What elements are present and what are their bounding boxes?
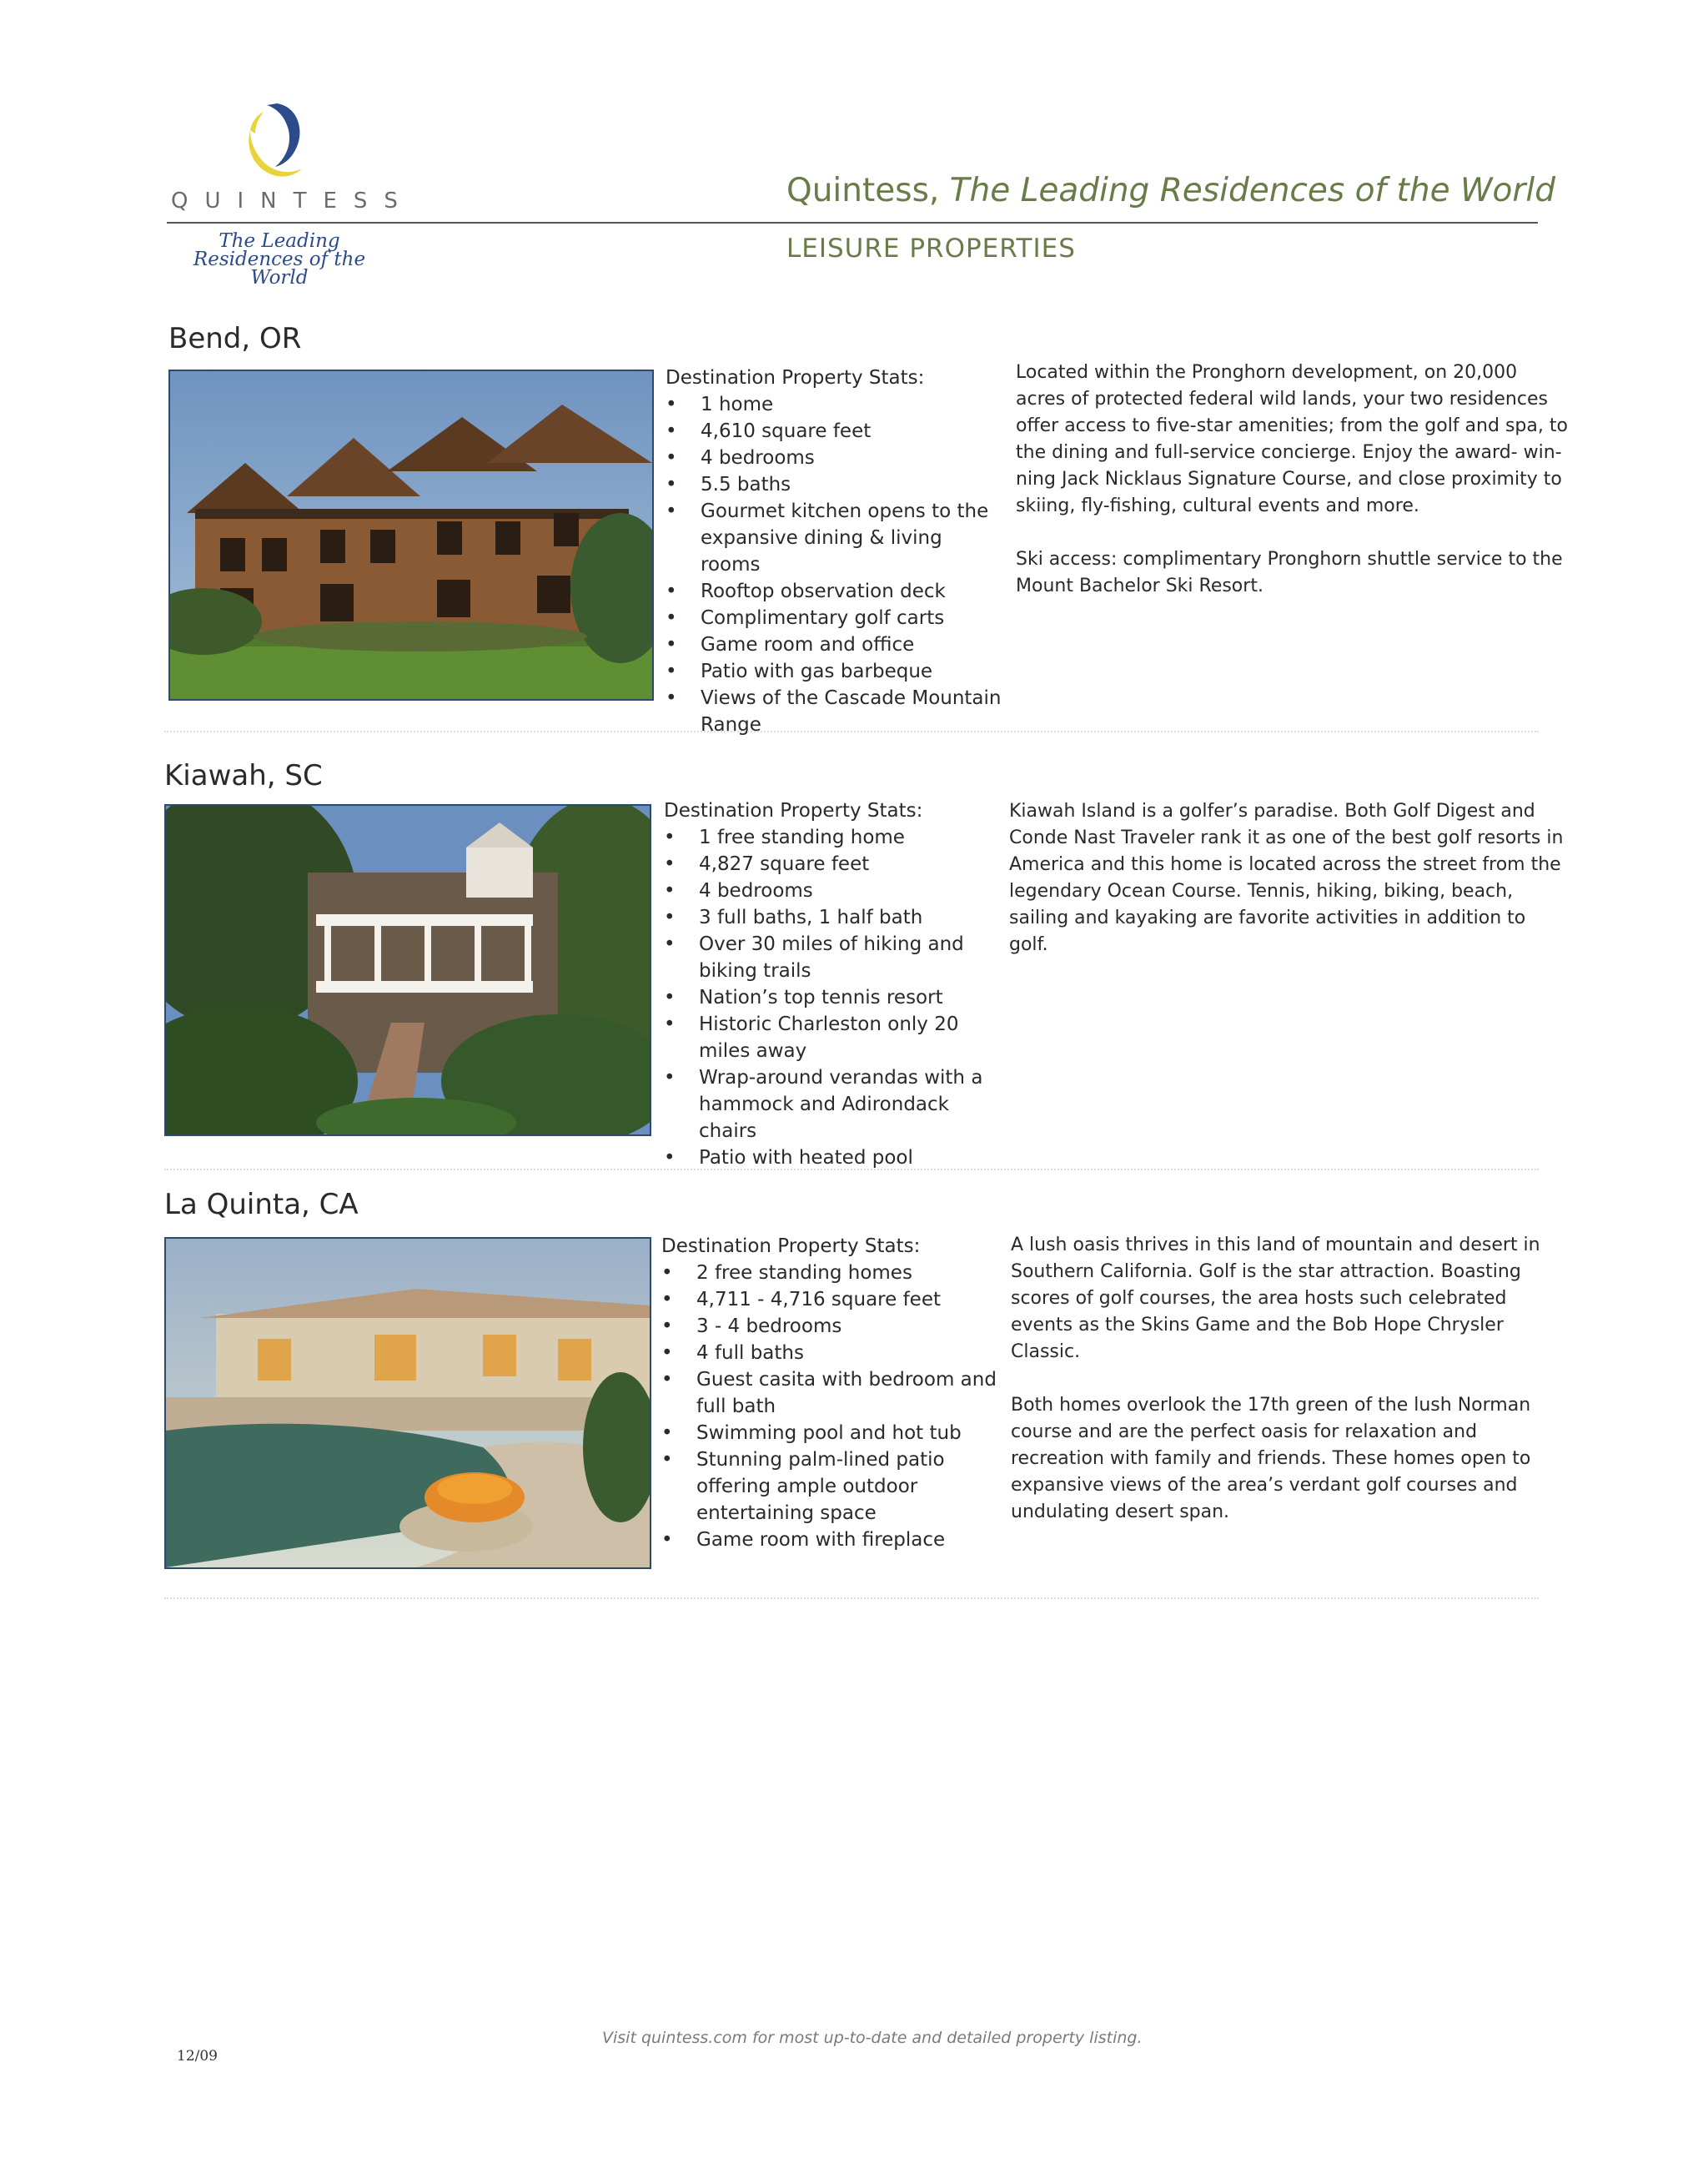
list-item: • Game room with fireplace [661,1527,1003,1553]
stats-list [666,391,1007,738]
footer-date: 12/09 [177,2048,218,2065]
property-photo-bend [168,370,654,701]
stats-list [661,1260,1003,1553]
description-paragraph: Both homes overlook the 17th green of the lush Norman course and are the perfect oasis for relaxation and recreation with family and friends. These homes open to expansive views of the area’s verdant golf courses and undulating desert span. [1011,1395,1531,1522]
stats-heading: Destination Property Stats: [666,367,925,389]
list-item: • 1 free standing home [664,824,1006,851]
property-stats-laquinta [661,1233,1003,1553]
list-item: • 4,610 square feet [666,418,1007,445]
list-item: • Guest casita with bedroom and full bath [661,1366,1003,1420]
list-item: • Patio with gas barbeque [666,658,1007,685]
description-paragraph: A lush oasis thrives in this land of mountain and desert in Southern California. Golf is the star attraction. Boasting scores of golf courses, the area hosts such celebrated events as the Skins Game and the Bob Hope Chrysler Classic. [1011,1235,1540,1362]
stats-heading: Destination Property Stats: [664,800,923,822]
logo-tagline: The Leading Residences of the World [193,230,366,289]
section-divider [164,1597,1539,1599]
list-item: • Stunning palm-lined patio offering ample outdoor entertaining space [661,1446,1003,1527]
logo-crescent-icon [234,98,309,182]
list-item: • 4 full baths [661,1340,1003,1366]
property-description-bend [1016,360,1570,626]
list-item: • 5.5 baths [666,471,1007,498]
description-paragraph: Located within the Pronghorn development, on 20,000 acres of protected federal wild lands, your two residences offer access to five-star amenities; from the golf and spa, to the dining and full-service concierge. Enjoy the award- win-ning Jack Nicklaus Signature Course, and close proximity to skiing, fly-fishing, cultural events and more. [1016,362,1568,516]
logo-wordmark: QUINTESS [171,189,414,214]
stats-list [664,824,1006,1171]
list-item: • 4,827 square feet [664,851,1006,878]
list-item: • Swimming pool and hot tub [661,1420,1003,1446]
property-description-kiawah [1009,798,1564,985]
list-item: • 3 full baths, 1 half bath [664,904,1006,931]
page-title-plain: Quintess, [786,172,950,209]
list-item: • 4 bedrooms [664,878,1006,904]
list-item: • Views of the Cascade Mountain Range [666,685,1007,738]
description-paragraph: Ski access: complimentary Pronghorn shuttle service to the Mount Bachelor Ski Resort. [1016,549,1563,596]
property-photo-kiawah [164,804,651,1136]
list-item: • Patio with heated pool [664,1144,1006,1171]
header-rule [167,222,1538,224]
description-paragraph: Kiawah Island is a golfer’s paradise. Both Golf Digest and Conde Nast Traveler rank it as one of the best golf resorts in America and this home is located across the street from the legendary Ocean Course. Tennis, hiking, biking, beach, sailing and kayaking are favorite activities in addition to golf. [1009,801,1564,955]
footer-note: Visit quintess.com for most up-to-date and detailed property listing. [602,2029,1143,2047]
property-photo-laquinta [164,1237,651,1569]
property-stats-kiawah [664,797,1006,1171]
section-divider [164,731,1539,732]
page-subtitle: LEISURE PROPERTIES [786,234,1076,264]
property-description-laquinta [1011,1232,1565,1552]
page-title-italic: The Leading Residences of the World [949,172,1556,209]
list-item: • 4,711 - 4,716 square feet [661,1286,1003,1313]
list-item: • 2 free standing homes [661,1260,1003,1286]
property-location-title: Bend, OR [168,322,302,355]
list-item: • 1 home [666,391,1007,418]
list-item: • Wrap-around verandas with a hammock and Adirondack chairs [664,1064,1006,1144]
page-title [786,172,1555,209]
section-divider [164,1169,1539,1170]
list-item: • Over 30 miles of hiking and biking trails [664,931,1006,984]
stats-heading: Destination Property Stats: [661,1235,921,1257]
property-stats-bend [666,365,1007,738]
list-item: • Nation’s top tennis resort [664,984,1006,1011]
quintess-logo [234,98,309,182]
property-location-title: Kiawah, SC [164,759,323,792]
list-item: • Rooftop observation deck [666,578,1007,605]
list-item: • Game room and office [666,631,1007,658]
list-item: • 4 bedrooms [666,445,1007,471]
list-item: • Complimentary golf carts [666,605,1007,631]
list-item: • 3 - 4 bedrooms [661,1313,1003,1340]
list-item: • Historic Charleston only 20 miles away [664,1011,1006,1064]
property-location-title: La Quinta, CA [164,1188,359,1221]
list-item: • Gourmet kitchen opens to the expansive dining & living rooms [666,498,1007,578]
